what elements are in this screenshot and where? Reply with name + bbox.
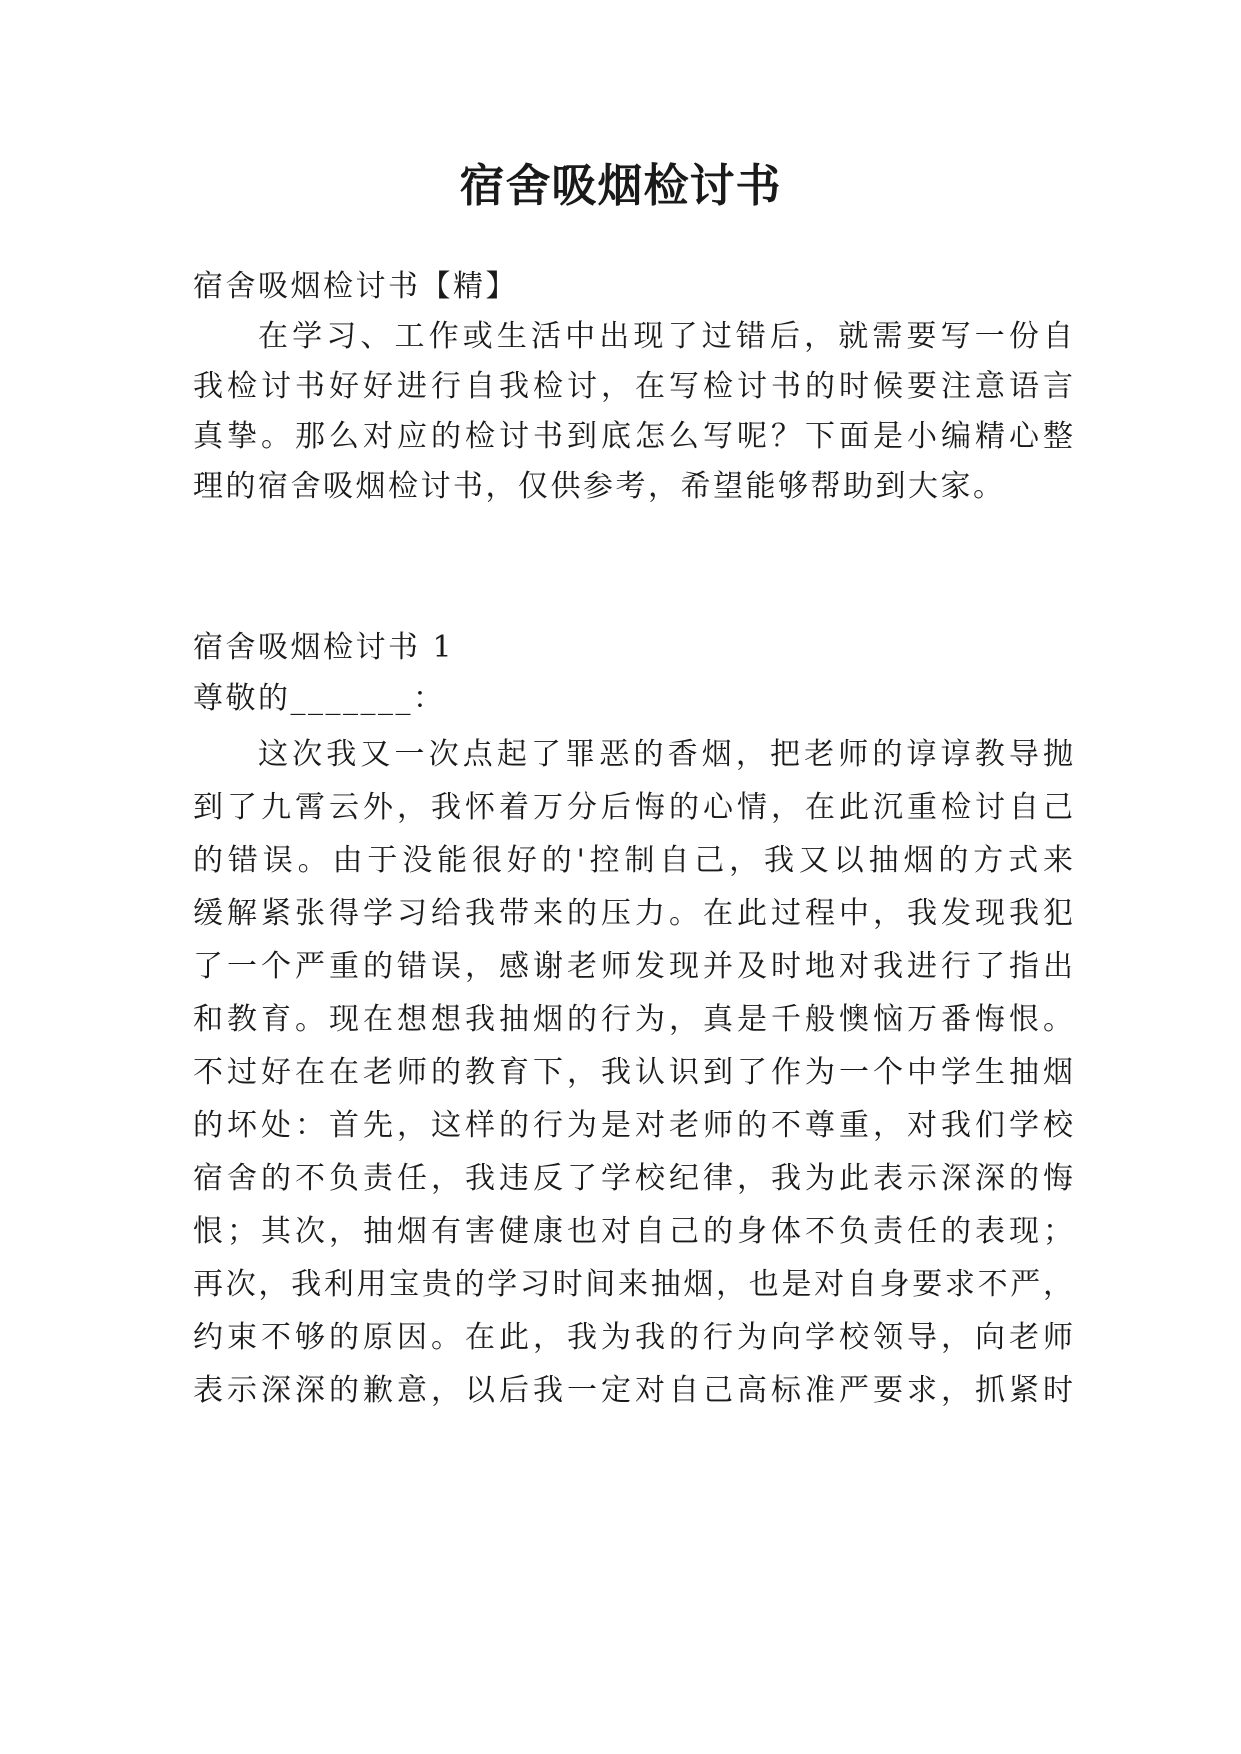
intro-line: 理的宿舍吸烟检讨书，仅供参考，希望能够帮助到大家。 bbox=[193, 469, 1006, 504]
body-line: 和教育。现在想想我抽烟的行为，真是千般懊恼万番悔恨。 bbox=[193, 1002, 1073, 1037]
intro-line: 真挚。那么对应的检讨书到底怎么写呢？下面是小编精心整 bbox=[193, 419, 1073, 454]
body-line: 这次我又一次点起了罪恶的香烟，把老师的谆谆教导抛 bbox=[258, 737, 1073, 772]
body-line: 恨；其次，抽烟有害健康也对自己的身体不负责任的表现； bbox=[193, 1214, 1073, 1249]
body-line: 约束不够的原因。在此，我为我的行为向学校领导，向老师 bbox=[193, 1320, 1073, 1355]
body-line: 缓解紧张得学习给我带来的压力。在此过程中，我发现我犯 bbox=[193, 896, 1073, 931]
document-title: 宿舍吸烟检讨书 bbox=[459, 159, 782, 212]
body-line: 宿舍的不负责任，我违反了学校纪律，我为此表示深深的悔 bbox=[193, 1161, 1073, 1196]
document-subtitle: 宿舍吸烟检讨书【精】 bbox=[193, 269, 518, 304]
section-heading: 宿舍吸烟检讨书 1 bbox=[193, 630, 455, 665]
body-line: 再次，我利用宝贵的学习时间来抽烟，也是对自身要求不严， bbox=[193, 1267, 1073, 1302]
salutation: 尊敬的_______： bbox=[193, 681, 446, 716]
intro-line: 在学习、工作或生活中出现了过错后，就需要写一份自 bbox=[258, 319, 1073, 354]
body-line: 不过好在在老师的教育下，我认识到了作为一个中学生抽烟 bbox=[193, 1055, 1073, 1090]
body-line: 到了九霄云外，我怀着万分后悔的心情，在此沉重检讨自己 bbox=[193, 790, 1073, 825]
body-line: 的错误。由于没能很好的'控制自己，我又以抽烟的方式来 bbox=[193, 843, 1073, 878]
body-line: 的坏处：首先，这样的行为是对老师的不尊重，对我们学校 bbox=[193, 1108, 1073, 1143]
body-line: 表示深深的歉意，以后我一定对自己高标准严要求，抓紧时 bbox=[193, 1373, 1073, 1408]
body-line: 了一个严重的错误，感谢老师发现并及时地对我进行了指出 bbox=[193, 949, 1073, 984]
intro-line: 我检讨书好好进行自我检讨，在写检讨书的时候要注意语言 bbox=[193, 369, 1073, 404]
